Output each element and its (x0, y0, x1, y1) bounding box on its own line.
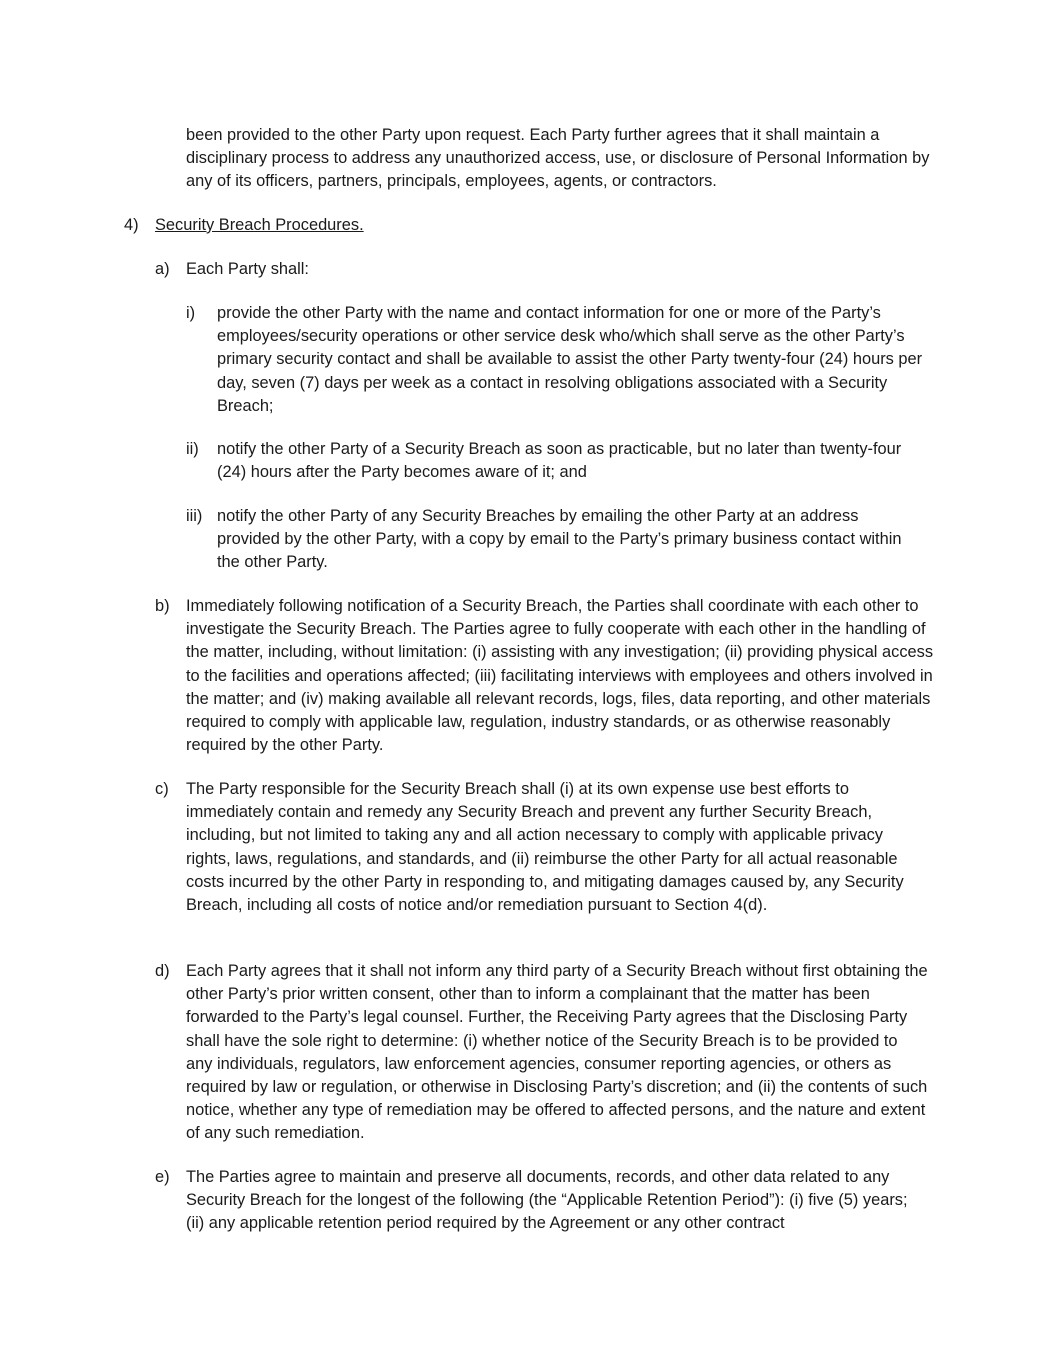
item-marker: d) (155, 962, 170, 980)
item-text: Each Party shall: (186, 260, 309, 278)
continuation-paragraph: been provided to the other Party upon request. Each Party further agrees that it shall maintain a disciplinary process to address any unauthorized access, use, or disclosure of Personal Information by any of its officers, partners, principals, employees, agents, or contractors. (186, 126, 930, 191)
item-marker: b) (155, 597, 170, 615)
section-title: Security Breach Procedures. (155, 216, 364, 234)
item-text: The Parties agree to maintain and preserve all documents, records, and other data related to any Security Breach for the longest of the following (the “Applicable Retention Period”): (i) five (5) years; (ii) any applicable retention period required by the Agreement or any other contract (186, 1168, 908, 1233)
item-marker: a) (155, 260, 170, 278)
sub-item-marker: ii) (186, 440, 199, 458)
sub-item-marker: i) (186, 304, 196, 322)
item-marker: c) (155, 780, 169, 798)
item-text: Each Party agrees that it shall not inform any third party of a Security Breach without first obtaining the other Party’s prior written consent, other than to inform a complainant that the matter has been forwarded to the Party’s legal counsel. Further, the Receiving Party agrees that the Disclosing Party shall have the sole right to determine: (i) whether notice of the Security Breach is to be provided to any individuals, regulators, law enforcement agencies, consumer reporting agencies, or others as required by law or regulation, or otherwise in Disclosing Party’s discretion; and (ii) the contents of such notice, whether any type of remediation may be offered to affected persons, and the nature and extent of any such remediation. (186, 962, 928, 1143)
item-text: The Party responsible for the Security Breach shall (i) at its own expense use best efforts to immediately contain and remedy any Security Breach and prevent any further Security Breach, including, but not limited to taking any and all action necessary to comply with applicable privacy rights, laws, regulations, and standards, and (ii) reimburse the other Party for all actual reasonable costs incurred by the other Party in responding to, and mitigating damages caused by, any Security Breach, including all costs of notice and/or remediation pursuant to Section 4(d). (186, 780, 904, 915)
sub-item-text: notify the other Party of any Security Breaches by emailing the other Party at an address provided by the other Party, with a copy by email to the Party’s primary business contact within the other Party. (217, 507, 902, 572)
sub-item-text: notify the other Party of a Security Breach as soon as practicable, but no later than twenty-four (24) hours after the Party becomes aware of it; and (217, 440, 902, 482)
item-text: Immediately following notification of a Security Breach, the Parties shall coordinate with each other to investigate the Security Breach. The Parties agree to fully cooperate with each other in the handling of the matter, including, without limitation: (i) assisting with any investigation; (ii) providing physical access to the facilities and operations affected; (iii) facilitating interviews with employees and others involved in the matter; and (iv) making available all relevant records, logs, files, data reporting, and other materials required to comply with applicable law, regulation, industry standards, or as otherwise reasonably required by the other Party. (186, 597, 934, 755)
sub-item-marker: iii) (186, 507, 203, 525)
section-number: 4) (124, 216, 139, 234)
sub-item-text: provide the other Party with the name and contact information for one or more of the Party’s employees/security operations or other service desk who/which shall serve as the other Party’s primary security contact and shall be available to assist the other Party twenty-four (24) hours per day, seven (7) days per week as a contact in resolving obligations associated with a Security Breach; (217, 304, 923, 415)
item-marker: e) (155, 1168, 170, 1186)
